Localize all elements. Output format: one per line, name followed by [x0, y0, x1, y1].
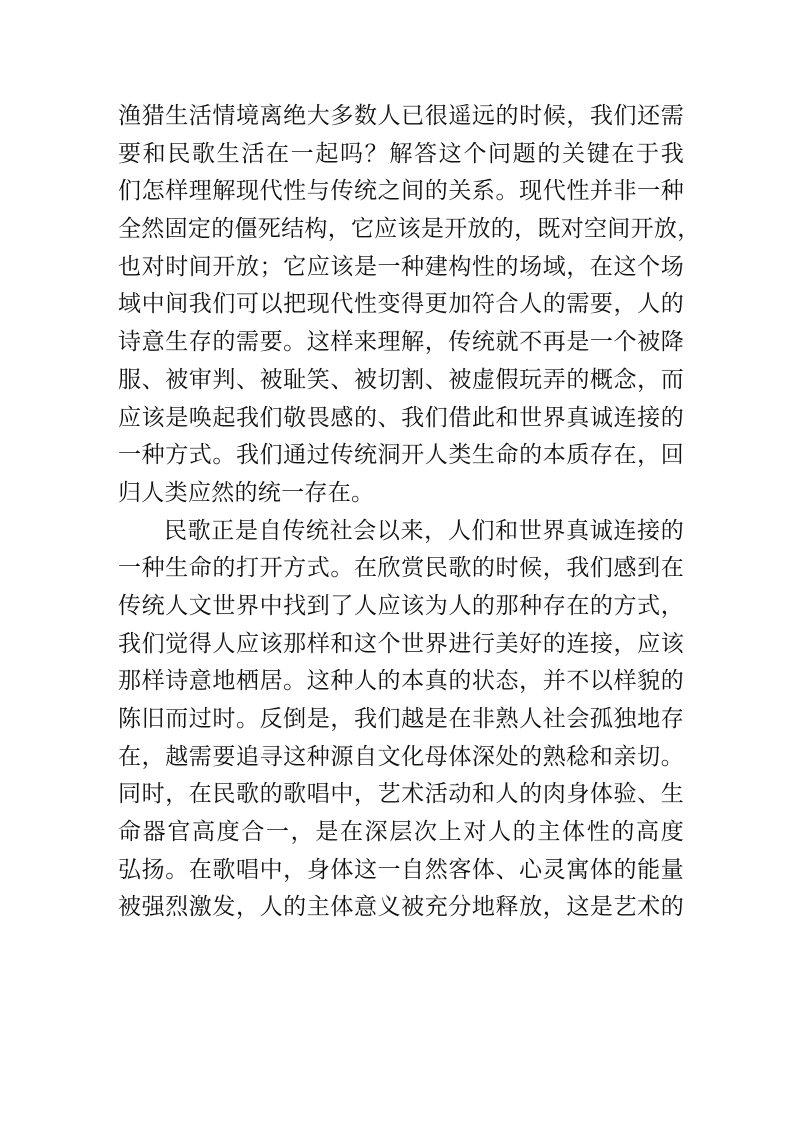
text-line: 一种方式。我们通过传统洞开人类生命的本质存在，回 — [118, 442, 684, 469]
text-line: 我们觉得人应该那样和这个世界进行美好的连接，应该 — [118, 630, 684, 657]
text-line: 渔猎生活情境离绝大多数人已很遥远的时候，我们还需 — [118, 103, 684, 129]
text-line: 归人类应然的统一存在。 — [118, 479, 375, 506]
text-line: 域中间我们可以把现代性变得更加符合人的需要，人的 — [118, 291, 684, 318]
text-line: 传统人文世界中找到了人应该为人的那种存在的方式， — [118, 592, 684, 619]
text-line: 应该是唤起我们敬畏感的、我们借此和世界真诚连接的 — [118, 404, 684, 431]
text-line: 弘扬。在歌唱中，身体这一自然客体、心灵寓体的能量 — [118, 856, 684, 883]
text-line: 命器官高度合一，是在深层次上对人的主体性的高度 — [118, 819, 684, 846]
document-body — [118, 98, 701, 927]
text-line: 要和民歌生活在一起吗？解答这个问题的关键在于我 — [118, 140, 684, 167]
text-line: 服、被审判、被耻笑、被切割、被虚假玩弄的概念，而 — [118, 366, 684, 393]
text-line: 民歌正是自传统社会以来，人们和世界真诚连接的 — [164, 517, 684, 544]
text-line: 们怎样理解现代性与传统之间的关系。现代性并非一种 — [118, 178, 684, 205]
text-line: 同时，在民歌的歌唱中，艺术活动和人的肉身体验、生 — [118, 781, 684, 808]
paragraph-2 — [118, 513, 684, 928]
text-line: 全然固定的僵死结构，它应该是开放的，既对空间开放， — [118, 216, 701, 243]
text-line: 也对时间开放；它应该是一种建构性的场域，在这个场 — [118, 253, 684, 280]
text-line: 被强烈激发，人的主体意义被充分地释放，这是艺术的 — [118, 894, 684, 921]
text-line: 陈旧而过时。反倒是，我们越是在非熟人社会孤独地存 — [118, 706, 684, 732]
text-line: 那样诗意地栖居。这种人的本真的状态，并不以样貌的 — [118, 668, 684, 695]
text-line: 一种生命的打开方式。在欣赏民歌的时候，我们感到在 — [118, 555, 684, 582]
text-line: 诗意生存的需要。这样来理解，传统就不再是一个被降 — [118, 329, 684, 356]
text-line: 在，越需要追寻这种源自文化母体深处的熟稔和亲切。 — [118, 743, 684, 770]
paragraph-1 — [118, 98, 701, 513]
